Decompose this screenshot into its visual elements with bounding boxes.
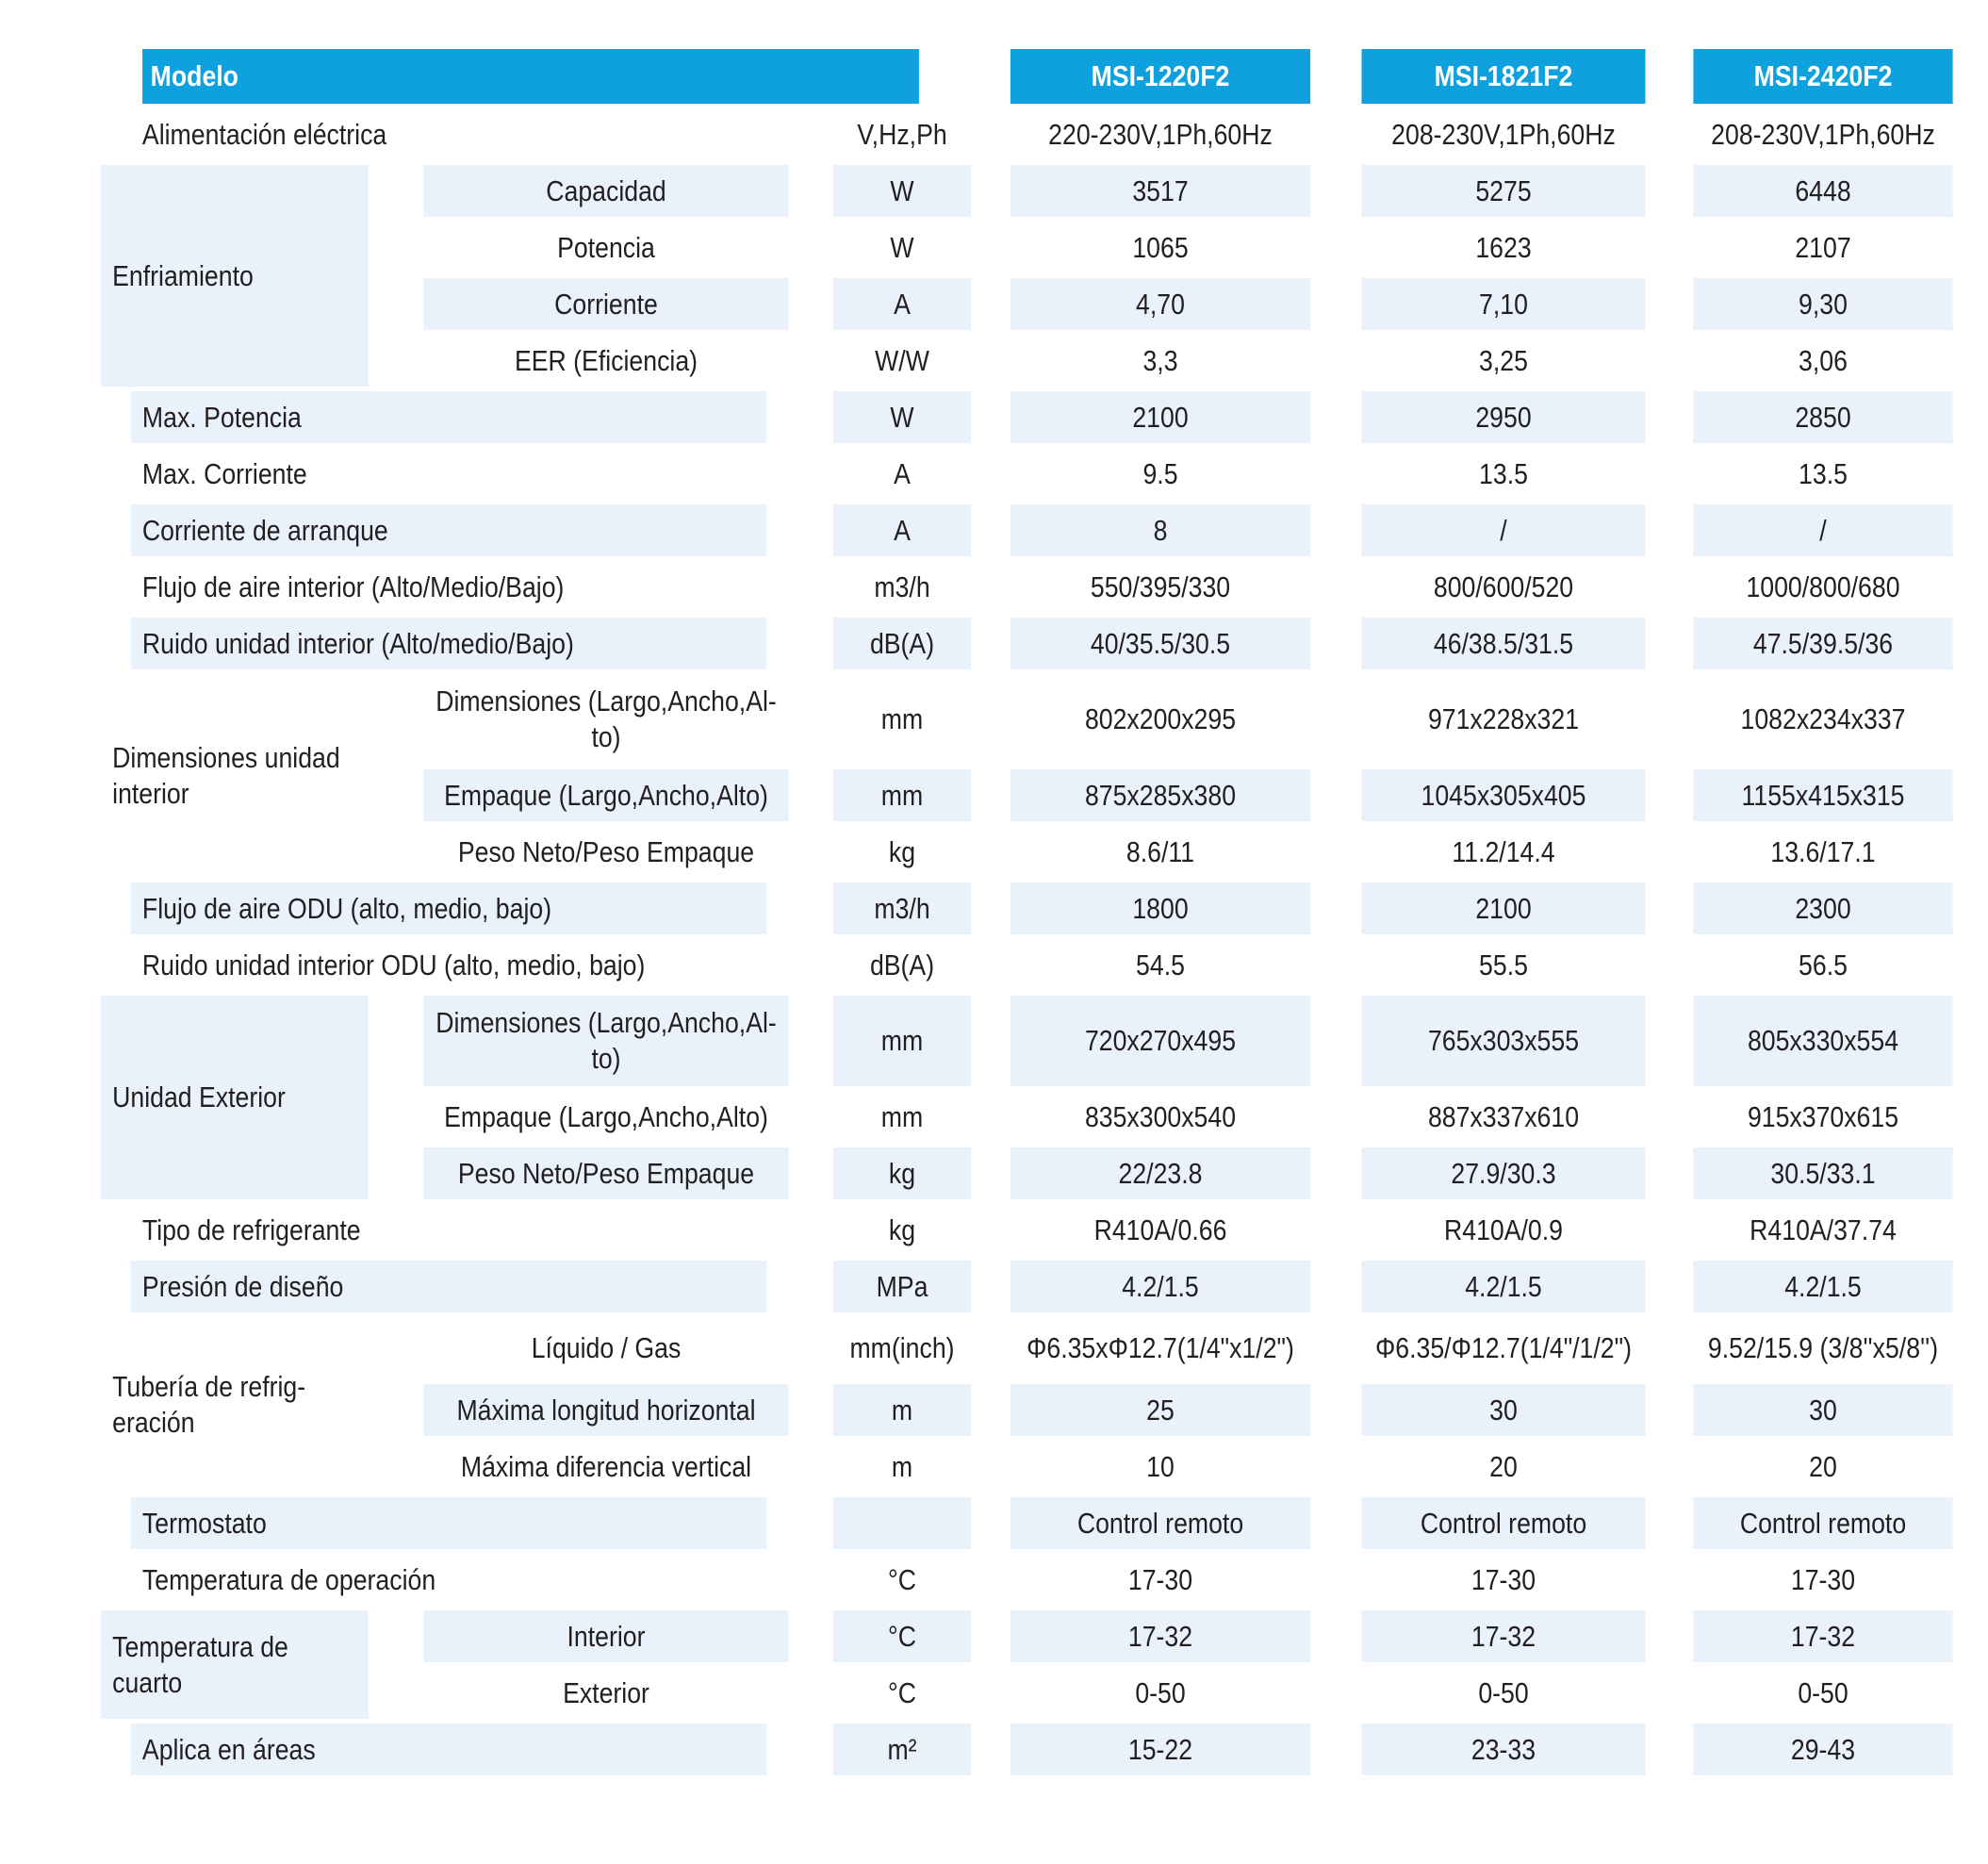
row-unit: kg (833, 1204, 971, 1256)
row-unit: °C (833, 1667, 971, 1719)
row-unit: W (833, 391, 971, 443)
cell-value: 4.2/1.5 (1010, 1261, 1310, 1312)
row-unit: dB(A) (833, 618, 971, 669)
cell-value: 1082x234x337 (1693, 674, 1952, 765)
row-label: Exterior (424, 1667, 789, 1719)
cell-value: 800/600/520 (1362, 561, 1646, 613)
cell-value: 1065 (1010, 222, 1310, 273)
cell-value: 1800 (1010, 883, 1310, 934)
cell-value: 208-230V,1Ph,60Hz (1693, 108, 1952, 160)
cell-value: 46/38.5/31.5 (1362, 618, 1646, 669)
table-row (79, 1554, 1974, 1606)
cell-value: 4.2/1.5 (1693, 1261, 1952, 1312)
cell-value: 802x200x295 (1010, 674, 1310, 765)
cell-value: 2950 (1362, 391, 1646, 443)
cell-value: 2850 (1693, 391, 1952, 443)
row-label: Capacidad (424, 165, 789, 217)
cell-value: 8.6/11 (1010, 826, 1310, 878)
cell-value: 805x330x554 (1693, 996, 1952, 1086)
cell-value: 971x228x321 (1362, 674, 1646, 765)
row-label: Potencia (424, 222, 789, 273)
cell-value: 2100 (1362, 883, 1646, 934)
cell-value: 40/35.5/30.5 (1010, 618, 1310, 669)
cell-value: 9,30 (1693, 278, 1952, 330)
row-label: Dimensiones (Largo,Ancho,Al-to) (424, 996, 789, 1086)
row-label: Peso Neto/Peso Empaque (424, 1147, 789, 1199)
row-label: Ruido unidad interior ODU (alto, medio, bajo) (131, 939, 766, 991)
cell-value: 30.5/33.1 (1693, 1147, 1952, 1199)
cell-value: R410A/0.66 (1010, 1204, 1310, 1256)
row-unit: m (833, 1384, 971, 1436)
row-unit: m² (833, 1724, 971, 1775)
header-row (79, 49, 1974, 104)
cell-value: 25 (1010, 1384, 1310, 1436)
row-label: Máxima longitud horizontal (424, 1384, 789, 1436)
table-row (79, 504, 1974, 556)
row-label: Tipo de refrigerante (131, 1204, 766, 1256)
row-unit: kg (833, 826, 971, 878)
cell-value: R410A/37.74 (1693, 1204, 1952, 1256)
row-unit: °C (833, 1610, 971, 1662)
row-label: Flujo de aire interior (Alto/Medio/Bajo) (131, 561, 766, 613)
cell-value: Control remoto (1362, 1497, 1646, 1549)
row-unit: mm (833, 996, 971, 1086)
row-label: Temperatura de operación (131, 1554, 766, 1606)
cell-value: 1623 (1362, 222, 1646, 273)
cell-value: 11.2/14.4 (1362, 826, 1646, 878)
cell-value: 30 (1693, 1384, 1952, 1436)
cell-value: 2107 (1693, 222, 1952, 273)
cell-value: 0-50 (1693, 1667, 1952, 1719)
row-label: Empaque (Largo,Ancho,Alto) (424, 769, 789, 821)
table-row (79, 1724, 1974, 1775)
cell-value: 23-33 (1362, 1724, 1646, 1775)
table-row (79, 165, 1974, 217)
cell-value: 3517 (1010, 165, 1310, 217)
cell-value: 4.2/1.5 (1362, 1261, 1646, 1312)
cell-value: 13.5 (1362, 448, 1646, 500)
cell-value: 887x337x610 (1362, 1091, 1646, 1143)
cell-value: 54.5 (1010, 939, 1310, 991)
row-unit: A (833, 448, 971, 500)
row-label: Líquido / Gas (424, 1317, 789, 1379)
table-row (79, 561, 1974, 613)
row-label: Máxima diferencia vertical (424, 1441, 789, 1493)
row-label: Max. Potencia (131, 391, 766, 443)
cell-value: 17-32 (1693, 1610, 1952, 1662)
row-unit: kg (833, 1147, 971, 1199)
row-unit: mm (833, 674, 971, 765)
cell-value: 6448 (1693, 165, 1952, 217)
cell-value: Φ6.35/Φ12.7(1/4"/1/2") (1362, 1317, 1646, 1379)
cell-value: 17-30 (1010, 1554, 1310, 1606)
row-label: Empaque (Largo,Ancho,Alto) (424, 1091, 789, 1143)
group-label: Temperatura de cuarto (101, 1610, 369, 1719)
cell-value: 9.52/15.9 (3/8''x5/8'') (1693, 1317, 1952, 1379)
row-unit: dB(A) (833, 939, 971, 991)
model-header: MSI-2420F2 (1693, 49, 1952, 104)
row-label: Corriente de arranque (131, 504, 766, 556)
cell-value: 3,3 (1010, 335, 1310, 387)
row-unit: A (833, 504, 971, 556)
cell-value: R410A/0.9 (1362, 1204, 1646, 1256)
cell-value: 875x285x380 (1010, 769, 1310, 821)
cell-value: 9.5 (1010, 448, 1310, 500)
cell-value: 220-230V,1Ph,60Hz (1010, 108, 1310, 160)
cell-value: Φ6.35xΦ12.7(1/4"x1/2") (1010, 1317, 1310, 1379)
cell-value: Control remoto (1010, 1497, 1310, 1549)
cell-value: 30 (1362, 1384, 1646, 1436)
cell-value: 2300 (1693, 883, 1952, 934)
cell-value: 550/395/330 (1010, 561, 1310, 613)
cell-value: 1155x415x315 (1693, 769, 1952, 821)
group-label: Enfriamiento (101, 165, 369, 387)
table-row (79, 939, 1974, 991)
cell-value: 17-30 (1693, 1554, 1952, 1606)
row-label: Peso Neto/Peso Empaque (424, 826, 789, 878)
cell-value: 4,70 (1010, 278, 1310, 330)
row-unit: m3/h (833, 883, 971, 934)
cell-value: 1000/800/680 (1693, 561, 1952, 613)
spec-table (75, 44, 1978, 1780)
cell-value: 720x270x495 (1010, 996, 1310, 1086)
table-row (79, 618, 1974, 669)
cell-value: 17-32 (1362, 1610, 1646, 1662)
cell-value: / (1362, 504, 1646, 556)
cell-value: Control remoto (1693, 1497, 1952, 1549)
cell-value: 3,25 (1362, 335, 1646, 387)
row-unit (833, 1497, 971, 1549)
cell-value: 20 (1362, 1441, 1646, 1493)
row-label: Dimensiones (Largo,Ancho,Al-to) (424, 674, 789, 765)
row-label: Flujo de aire ODU (alto, medio, bajo) (131, 883, 766, 934)
table-row (79, 391, 1974, 443)
row-unit: mm (833, 769, 971, 821)
row-label: Ruido unidad interior (Alto/medio/Bajo) (131, 618, 766, 669)
cell-value: 2100 (1010, 391, 1310, 443)
model-header: MSI-1821F2 (1362, 49, 1646, 104)
row-unit: W/W (833, 335, 971, 387)
cell-value: 1045x305x405 (1362, 769, 1646, 821)
table-row (79, 1261, 1974, 1312)
row-unit: MPa (833, 1261, 971, 1312)
cell-value: 7,10 (1362, 278, 1646, 330)
cell-value: 27.9/30.3 (1362, 1147, 1646, 1199)
row-label: Aplica en áreas (131, 1724, 766, 1775)
row-unit: m (833, 1441, 971, 1493)
row-unit: mm (833, 1091, 971, 1143)
header-label: Modelo (142, 49, 919, 104)
cell-value: 17-32 (1010, 1610, 1310, 1662)
cell-value: 17-30 (1362, 1554, 1646, 1606)
group-label: Tubería de refrig-eración (101, 1317, 369, 1493)
table-row (79, 1610, 1974, 1662)
row-label: Alimentación eléctrica (131, 108, 766, 160)
cell-value: 3,06 (1693, 335, 1952, 387)
cell-value: 20 (1693, 1441, 1952, 1493)
cell-value: 56.5 (1693, 939, 1952, 991)
cell-value: 29-43 (1693, 1724, 1952, 1775)
row-unit: A (833, 278, 971, 330)
row-unit: W (833, 222, 971, 273)
row-label: Corriente (424, 278, 789, 330)
table-row (79, 448, 1974, 500)
cell-value: 208-230V,1Ph,60Hz (1362, 108, 1646, 160)
table-row (79, 1204, 1974, 1256)
cell-value: 15-22 (1010, 1724, 1310, 1775)
row-unit: W (833, 165, 971, 217)
group-label: Unidad Exterior (101, 996, 369, 1199)
row-label: Presión de diseño (131, 1261, 766, 1312)
cell-value: 47.5/39.5/36 (1693, 618, 1952, 669)
cell-value: 5275 (1362, 165, 1646, 217)
cell-value: 55.5 (1362, 939, 1646, 991)
row-label: EER (Eficiencia) (424, 335, 789, 387)
table-row (79, 1317, 1974, 1379)
table-row (79, 883, 1974, 934)
cell-value: 13.6/17.1 (1693, 826, 1952, 878)
cell-value: 13.5 (1693, 448, 1952, 500)
cell-value: 915x370x615 (1693, 1091, 1952, 1143)
model-header: MSI-1220F2 (1010, 49, 1310, 104)
row-label: Interior (424, 1610, 789, 1662)
cell-value: 10 (1010, 1441, 1310, 1493)
row-label: Termostato (131, 1497, 766, 1549)
table-row (79, 674, 1974, 765)
table-row (79, 108, 1974, 160)
cell-value: 835x300x540 (1010, 1091, 1310, 1143)
cell-value: 0-50 (1010, 1667, 1310, 1719)
row-unit: mm(inch) (833, 1317, 971, 1379)
table-row (79, 996, 1974, 1086)
cell-value: 22/23.8 (1010, 1147, 1310, 1199)
cell-value: 8 (1010, 504, 1310, 556)
cell-value: / (1693, 504, 1952, 556)
cell-value: 0-50 (1362, 1667, 1646, 1719)
group-label: Dimensiones unidad interior (101, 674, 369, 878)
row-label: Max. Corriente (131, 448, 766, 500)
row-unit: °C (833, 1554, 971, 1606)
cell-value: 765x303x555 (1362, 996, 1646, 1086)
table-row (79, 1497, 1974, 1549)
row-unit: m3/h (833, 561, 971, 613)
row-unit: V,Hz,Ph (833, 108, 971, 160)
